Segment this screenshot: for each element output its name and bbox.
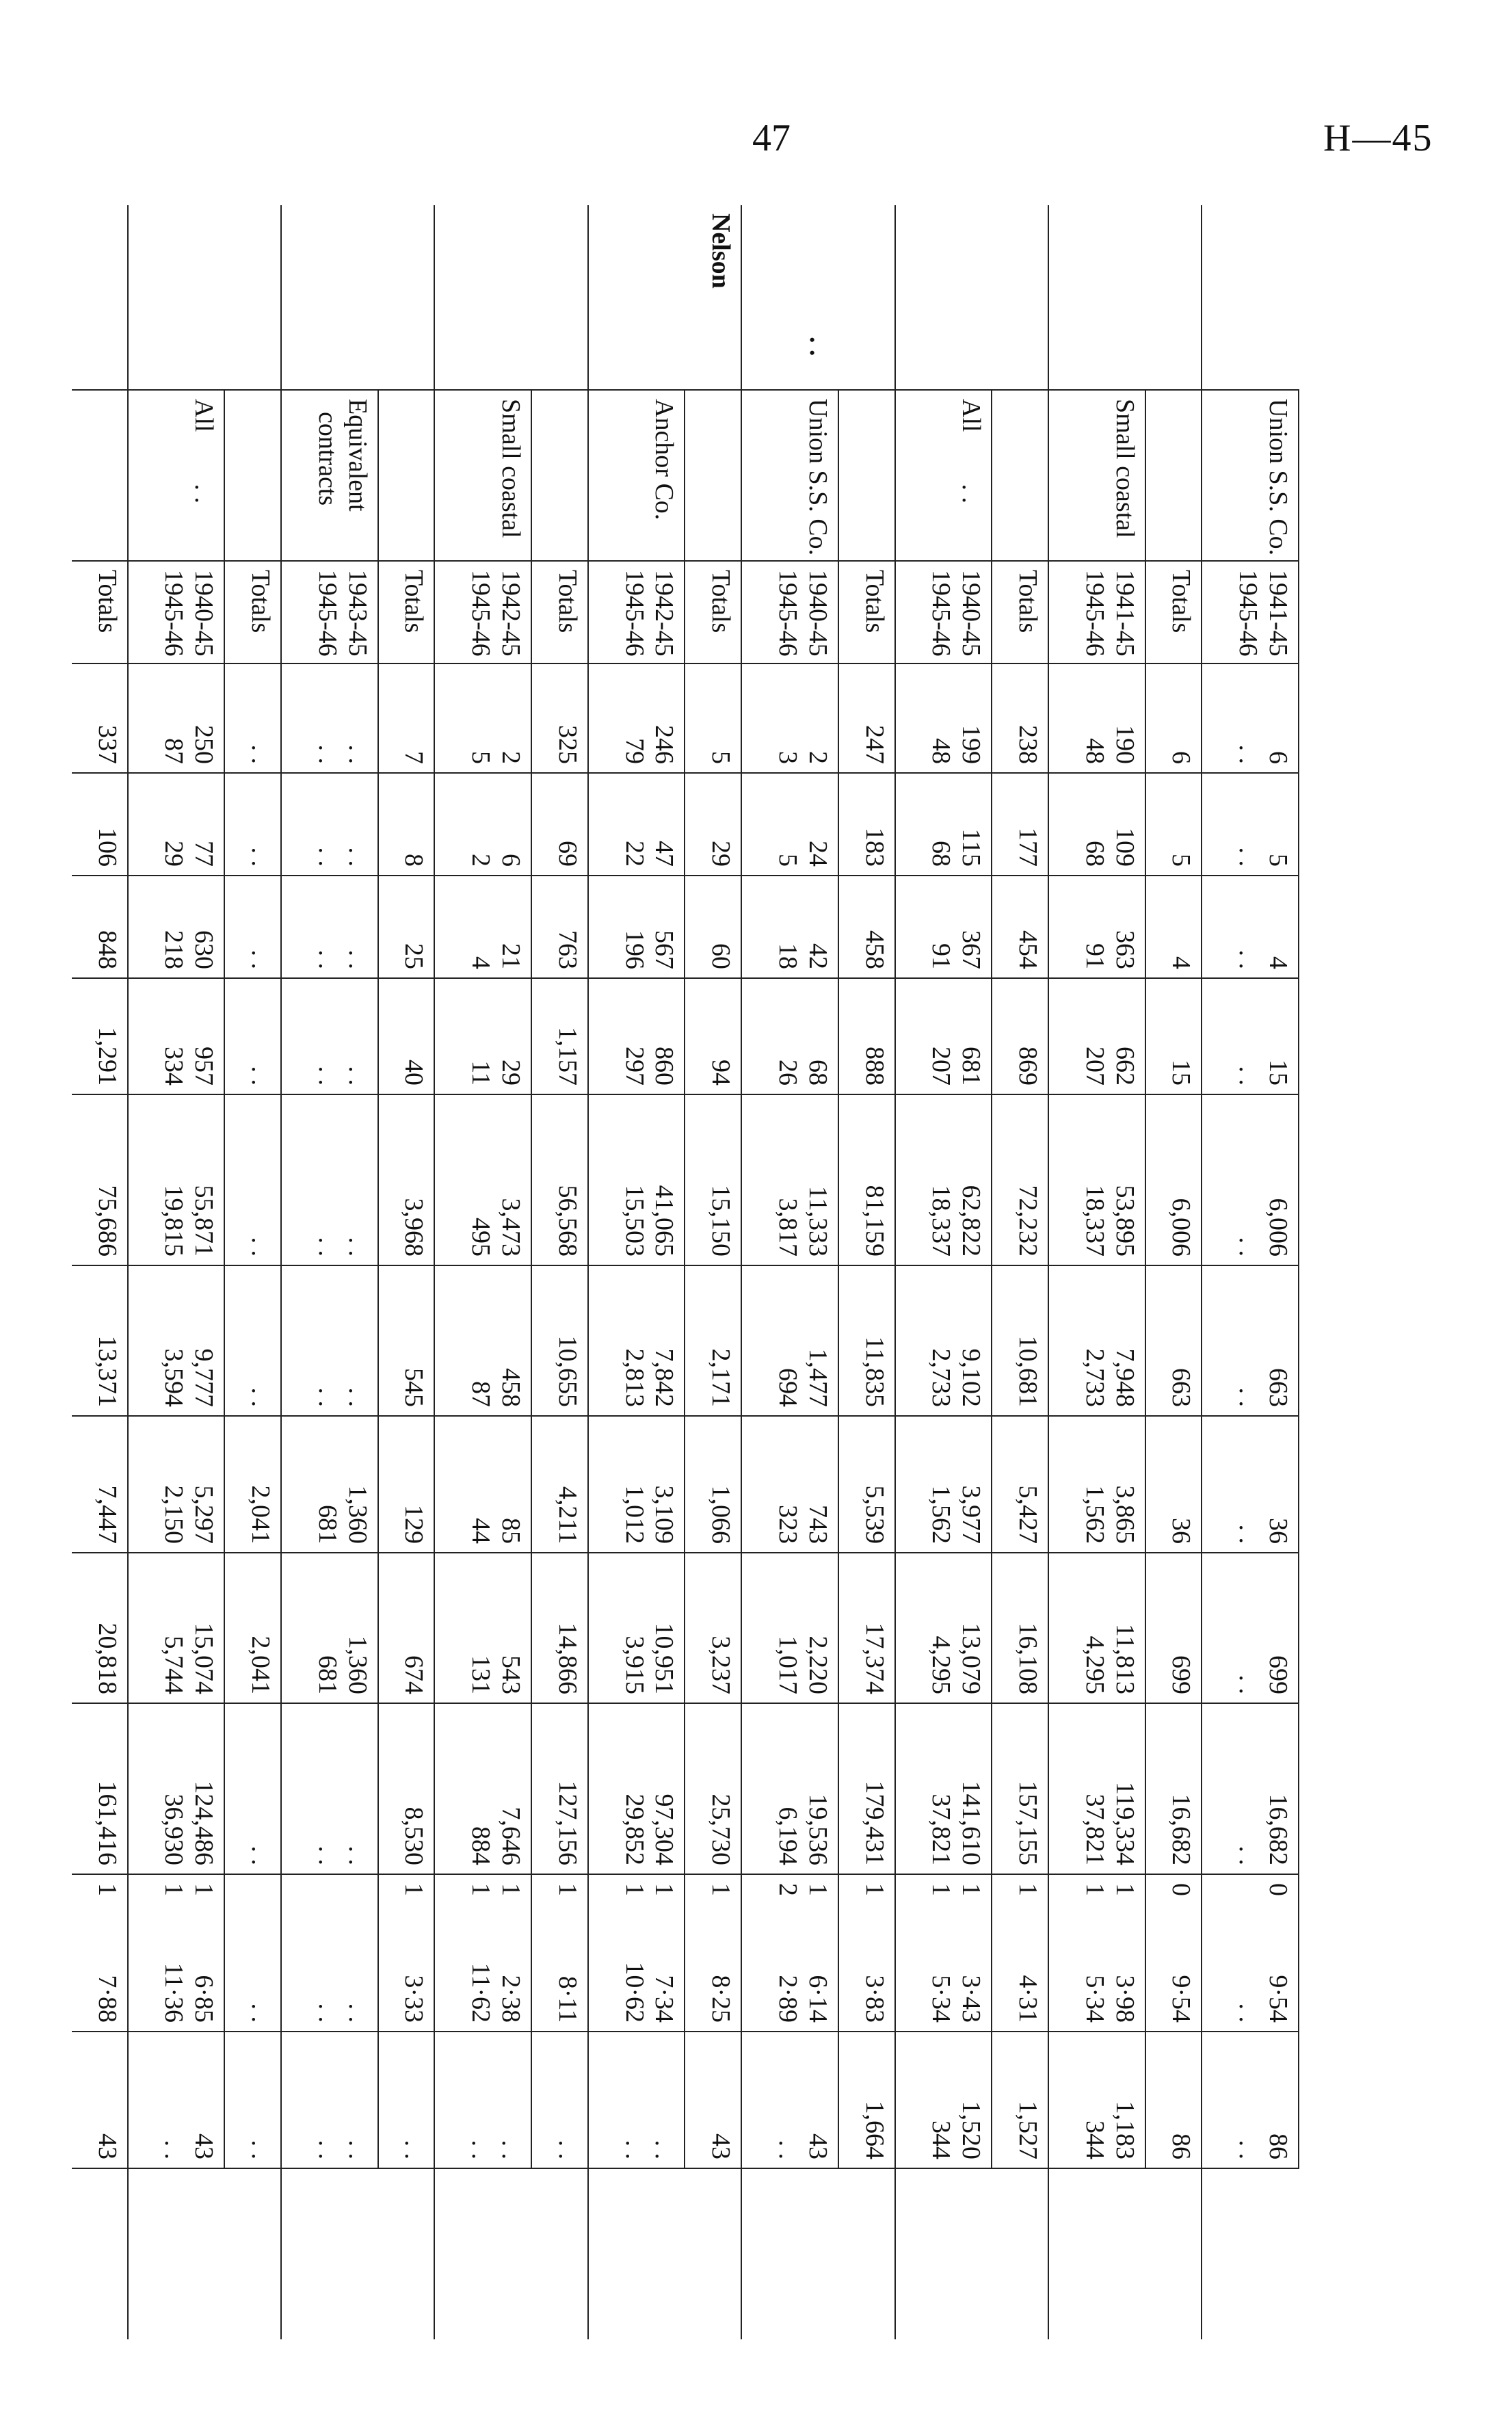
value-cell: . . . .	[281, 663, 378, 773]
table-row	[1145, 205, 1202, 2339]
value-cell: 7	[378, 663, 435, 773]
value-cell: 1,360 681	[281, 1553, 378, 1703]
value-cell: 6·85 11·36	[128, 1915, 225, 2032]
value-cell: 4,211	[531, 1416, 588, 1553]
value-cell: 13,079 4,295	[895, 1553, 992, 1703]
value-cell: 743 323	[741, 1416, 838, 1553]
company-cell	[992, 390, 1048, 561]
table-row	[281, 205, 378, 2339]
value-cell: . .	[224, 1915, 281, 2032]
page-code: H—45	[1323, 117, 1433, 159]
value-cell: 47 22	[588, 773, 685, 876]
value-cell: 16,108	[992, 1553, 1048, 1703]
value-cell: . .	[224, 876, 281, 978]
year-cell: Totals	[224, 561, 281, 663]
value-cell: . . . .	[281, 773, 378, 876]
value-cell: 43	[72, 2032, 128, 2168]
value-cell: 957 334	[128, 978, 225, 1094]
value-cell: 109 68	[1048, 773, 1145, 876]
company-cell	[531, 390, 588, 561]
value-cell: 1,157	[531, 978, 588, 1094]
port-cell	[531, 205, 588, 390]
value-cell: 6	[1145, 663, 1202, 773]
value-cell: 247	[838, 663, 895, 773]
blank-cell	[531, 2168, 588, 2339]
value-cell: 42 18	[741, 876, 838, 978]
year-cell: Totals	[992, 561, 1048, 663]
port-cell	[992, 205, 1048, 390]
value-cell: 325	[531, 663, 588, 773]
value-cell: 16,682 . .	[1202, 1703, 1299, 1874]
value-cell: . . . .	[281, 978, 378, 1094]
year-cell: 1941-45 1945-46	[1202, 561, 1299, 663]
value-cell: 3,968	[378, 1094, 435, 1265]
port-name: Nelson	[706, 213, 736, 289]
table-row	[1202, 205, 1299, 2339]
value-cell: . . . .	[281, 1703, 378, 1874]
value-cell: 11,835	[838, 1265, 895, 1416]
value-cell: 543 131	[434, 1553, 531, 1703]
value-cell: 6,006 . .	[1202, 1094, 1299, 1265]
value-cell: 15,150	[685, 1094, 741, 1265]
value-cell: . .	[224, 2032, 281, 2168]
value-cell: 29	[685, 773, 741, 876]
company-cell: Small coastal	[434, 390, 531, 561]
value-cell: 25,730	[685, 1703, 741, 1874]
value-cell: 3·33	[378, 1915, 435, 2032]
value-cell: 2 5	[434, 663, 531, 773]
value-cell: 869	[992, 978, 1048, 1094]
value-cell: 10,681	[992, 1265, 1048, 1416]
value-cell: 5,297 2,150	[128, 1416, 225, 1553]
value-cell: 663	[1145, 1265, 1202, 1416]
table-row	[434, 205, 531, 2339]
value-cell: 86 . .	[1202, 2032, 1299, 2168]
value-cell: 6 2	[434, 773, 531, 876]
value-cell: 94	[685, 978, 741, 1094]
company-cell	[224, 390, 281, 561]
value-cell: 1,183 344	[1048, 2032, 1145, 2168]
year-cell: 1940-45 1945-46	[128, 561, 225, 663]
table-row	[378, 205, 435, 2339]
value-cell: 55,871 19,815	[128, 1094, 225, 1265]
value-cell: . .	[224, 1703, 281, 1874]
value-cell: 161,416	[72, 1703, 128, 1874]
port-cell	[741, 205, 838, 390]
value-cell: 4·31	[992, 1915, 1048, 2032]
value-cell: 62,822 18,337	[895, 1094, 992, 1265]
value-cell: . . . .	[281, 1094, 378, 1265]
company-cell: Anchor Co.	[588, 390, 685, 561]
blank-cell	[378, 2168, 435, 2339]
value-cell: 1,066	[685, 1416, 741, 1553]
value-cell: 3·83	[838, 1915, 895, 2032]
value-cell: 25	[378, 876, 435, 978]
year-cell: Totals	[531, 561, 588, 663]
port-cell	[128, 205, 225, 390]
value-cell: . .	[224, 1094, 281, 1265]
table-row	[588, 205, 685, 2339]
blank-cell	[1145, 2168, 1202, 2339]
value-cell: 4	[1145, 876, 1202, 978]
blank-cell	[1202, 2168, 1299, 2339]
value-cell: . .	[224, 773, 281, 876]
value-cell: 1,664	[838, 2032, 895, 2168]
year-cell: 1942-45 1945-46	[588, 561, 685, 663]
year-cell: Totals	[72, 561, 128, 663]
value-cell: 1	[685, 1874, 741, 1915]
value-cell: 567 196	[588, 876, 685, 978]
value-cell: 7·88	[72, 1915, 128, 2032]
value-cell: 11,333 3,817	[741, 1094, 838, 1265]
value-cell: 0	[1145, 1874, 1202, 1915]
year-cell: 1942-45 1945-46	[434, 561, 531, 663]
value-cell: 20,818	[72, 1553, 128, 1703]
blank-cell	[992, 2168, 1048, 2339]
value-cell: 458	[838, 876, 895, 978]
company-cell: Union S.S. Co.	[1202, 390, 1299, 561]
table-row	[531, 205, 588, 2339]
value-cell: 3,977 1,562	[895, 1416, 992, 1553]
value-cell: 199 48	[895, 663, 992, 773]
value-cell: . .	[378, 2032, 435, 2168]
table-row	[72, 205, 128, 2339]
year-cell: 1940-45 1945-46	[895, 561, 992, 663]
port-cell	[1048, 205, 1145, 390]
value-cell: 36	[1145, 1416, 1202, 1553]
value-cell: 1 2	[741, 1874, 838, 1915]
value-cell: 16,682	[1145, 1703, 1202, 1874]
port-cell	[378, 205, 435, 390]
value-cell: 17,374	[838, 1553, 895, 1703]
blank-cell	[128, 2168, 225, 2339]
value-cell: 9,777 3,594	[128, 1265, 225, 1416]
value-cell: 3·43 5·34	[895, 1915, 992, 2032]
value-cell: 72,232	[992, 1094, 1048, 1265]
rotated-table-container	[72, 205, 1299, 2339]
value-cell: 238	[992, 663, 1048, 773]
value-cell: 545	[378, 1265, 435, 1416]
value-cell: 1 1	[588, 1874, 685, 1915]
value-cell: 11,813 4,295	[1048, 1553, 1145, 1703]
value-cell: 157,155	[992, 1703, 1048, 1874]
value-cell: 68 26	[741, 978, 838, 1094]
value-cell: 183	[838, 773, 895, 876]
value-cell: 8	[378, 773, 435, 876]
value-cell: 367 91	[895, 876, 992, 978]
company-cell	[378, 390, 435, 561]
company-cell	[1145, 390, 1202, 561]
value-cell: 77 29	[128, 773, 225, 876]
blank-cell	[588, 2168, 685, 2339]
value-cell: 2,041	[224, 1416, 281, 1553]
blank-cell	[281, 2168, 378, 2339]
value-cell: 6·14 2·89	[741, 1915, 838, 2032]
value-cell: 10,655	[531, 1265, 588, 1416]
value-cell: 129	[378, 1416, 435, 1553]
value-cell: 190 48	[1048, 663, 1145, 773]
table-row	[838, 205, 895, 2339]
company-cell: All . .	[128, 390, 225, 561]
port-leader-dots: . .	[804, 337, 833, 356]
value-cell: 2·38 11·62	[434, 1915, 531, 2032]
value-cell: 2,041	[224, 1553, 281, 1703]
value-cell: 85 44	[434, 1416, 531, 1553]
year-cell: Totals	[1145, 561, 1202, 663]
port-cell	[224, 205, 281, 390]
value-cell: 29 11	[434, 978, 531, 1094]
value-cell: 7,646 884	[434, 1703, 531, 1874]
value-cell: 21 4	[434, 876, 531, 978]
blank-cell	[224, 2168, 281, 2339]
blank-cell	[741, 2168, 838, 2339]
value-cell: 1	[72, 1874, 128, 1915]
year-cell: Totals	[838, 561, 895, 663]
value-cell: 246 79	[588, 663, 685, 773]
value-cell: . . . .	[281, 1915, 378, 2032]
value-cell: 9,102 2,733	[895, 1265, 992, 1416]
value-cell: 674	[378, 1553, 435, 1703]
value-cell: 2 3	[741, 663, 838, 773]
value-cell: 848	[72, 876, 128, 978]
value-cell: 141,610 37,821	[895, 1703, 992, 1874]
statistics-table	[72, 205, 1299, 2339]
value-cell: 250 87	[128, 663, 225, 773]
value-cell: 1,291	[72, 978, 128, 1094]
port-cell	[588, 205, 685, 390]
value-cell: 4 . .	[1202, 876, 1299, 978]
company-cell: Small coastal	[1048, 390, 1145, 561]
blank-cell	[434, 2168, 531, 2339]
value-cell: 5,539	[838, 1416, 895, 1553]
value-cell: 3,109 1,012	[588, 1416, 685, 1553]
value-cell: 15	[1145, 978, 1202, 1094]
value-cell: 53,895 18,337	[1048, 1094, 1145, 1265]
value-cell: 36 . .	[1202, 1416, 1299, 1553]
value-cell: 8,530	[378, 1703, 435, 1874]
value-cell: 5 . .	[1202, 773, 1299, 876]
value-cell: 458 87	[434, 1265, 531, 1416]
value-cell: 115 68	[895, 773, 992, 876]
value-cell: . .	[224, 1265, 281, 1416]
value-cell: 56,568	[531, 1094, 588, 1265]
value-cell: 127,156	[531, 1703, 588, 1874]
company-cell: Union S.S. Co.	[741, 390, 838, 561]
value-cell	[224, 1874, 281, 1915]
value-cell: 6 . .	[1202, 663, 1299, 773]
value-cell: 1,527	[992, 2032, 1048, 2168]
value-cell: 8·25	[685, 1915, 741, 2032]
table-row	[992, 205, 1048, 2339]
value-cell: 15 . .	[1202, 978, 1299, 1094]
value-cell: 8·11	[531, 1915, 588, 2032]
blank-cell	[838, 2168, 895, 2339]
value-cell: 3,865 1,562	[1048, 1416, 1145, 1553]
value-cell: 888	[838, 978, 895, 1094]
value-cell: 106	[72, 773, 128, 876]
company-cell: All . .	[895, 390, 992, 561]
blank-cell	[1048, 2168, 1145, 2339]
company-cell	[72, 390, 128, 561]
year-cell: Totals	[378, 561, 435, 663]
year-cell: 1943-45 1945-46	[281, 561, 378, 663]
port-cell	[685, 205, 741, 390]
value-cell: 177	[992, 773, 1048, 876]
value-cell: 3,237	[685, 1553, 741, 1703]
value-cell: 1 1	[128, 1874, 225, 1915]
value-cell: . .	[224, 663, 281, 773]
value-cell: 10,951 3,915	[588, 1553, 685, 1703]
table-row	[224, 205, 281, 2339]
value-cell: 5	[685, 663, 741, 773]
value-cell: 7,948 2,733	[1048, 1265, 1145, 1416]
value-cell: 69	[531, 773, 588, 876]
value-cell: 5	[1145, 773, 1202, 876]
value-cell: 9·54	[1145, 1915, 1202, 2032]
table-row	[895, 205, 992, 2339]
value-cell: 24 5	[741, 773, 838, 876]
blank-cell	[72, 2168, 128, 2339]
value-cell: 1 1	[895, 1874, 992, 1915]
value-cell: 699 . .	[1202, 1553, 1299, 1703]
value-cell: 1	[378, 1874, 435, 1915]
year-cell: Totals	[685, 561, 741, 663]
port-cell	[838, 205, 895, 390]
value-cell: . . . .	[588, 2032, 685, 2168]
value-cell: 0	[1202, 1874, 1299, 1915]
value-cell: 1,520 344	[895, 2032, 992, 2168]
value-cell: 19,536 6,194	[741, 1703, 838, 1874]
table-row	[685, 205, 741, 2339]
value-cell: 663 . .	[1202, 1265, 1299, 1416]
port-cell	[1202, 205, 1299, 390]
blank-cell	[895, 2168, 992, 2339]
value-cell: . . . .	[281, 876, 378, 978]
value-cell: 43	[685, 2032, 741, 2168]
value-cell: 41,065 15,503	[588, 1094, 685, 1265]
value-cell: 119,334 37,821	[1048, 1703, 1145, 1874]
value-cell: 1,477 694	[741, 1265, 838, 1416]
value-cell: 1	[838, 1874, 895, 1915]
value-cell: . . . .	[434, 2032, 531, 2168]
value-cell: 43 . .	[128, 2032, 225, 2168]
port-cell	[895, 205, 992, 390]
page-number: 47	[752, 117, 791, 159]
value-cell: 15,074 5,744	[128, 1553, 225, 1703]
value-cell: 7,447	[72, 1416, 128, 1553]
value-cell: 40	[378, 978, 435, 1094]
value-cell: 2,171	[685, 1265, 741, 1416]
value-cell: 1,360 681	[281, 1416, 378, 1553]
year-cell: 1940-45 1945-46	[741, 561, 838, 663]
value-cell: 763	[531, 876, 588, 978]
port-cell	[281, 205, 378, 390]
value-cell: 97,304 29,852	[588, 1703, 685, 1874]
value-cell: 1 1	[1048, 1874, 1145, 1915]
value-cell: 86	[1145, 2032, 1202, 2168]
table-row	[1048, 205, 1145, 2339]
value-cell: 363 91	[1048, 876, 1145, 978]
company-cell	[685, 390, 741, 561]
port-cell	[434, 205, 531, 390]
value-cell: 860 297	[588, 978, 685, 1094]
value-cell: 7,842 2,813	[588, 1265, 685, 1416]
value-cell: . .	[531, 2032, 588, 2168]
year-cell: 1941-45 1945-46	[1048, 561, 1145, 663]
value-cell: 81,159	[838, 1094, 895, 1265]
value-cell: 5,427	[992, 1416, 1048, 1553]
value-cell: 14,866	[531, 1553, 588, 1703]
value-cell: 630 218	[128, 876, 225, 978]
value-cell: . . . .	[281, 1265, 378, 1416]
value-cell: 6,006	[1145, 1094, 1202, 1265]
value-cell: 1 1	[434, 1874, 531, 1915]
value-cell: 662 207	[1048, 978, 1145, 1094]
value-cell: 13,371	[72, 1265, 128, 1416]
table-row	[128, 205, 225, 2339]
value-cell: . . . .	[281, 2032, 378, 2168]
value-cell: 3,473 495	[434, 1094, 531, 1265]
value-cell: 7·34 10·62	[588, 1915, 685, 2032]
company-cell: Equivalent contracts	[281, 390, 378, 561]
value-cell: 9·54 . .	[1202, 1915, 1299, 2032]
company-cell	[838, 390, 895, 561]
value-cell: 681 207	[895, 978, 992, 1094]
value-cell: 3·98 5·34	[1048, 1915, 1145, 2032]
value-cell: 337	[72, 663, 128, 773]
value-cell: . .	[224, 978, 281, 1094]
value-cell: 1	[992, 1874, 1048, 1915]
value-cell: 699	[1145, 1553, 1202, 1703]
value-cell: 43 . .	[741, 2032, 838, 2168]
port-cell	[72, 205, 128, 390]
value-cell: 179,431	[838, 1703, 895, 1874]
value-cell	[281, 1874, 378, 1915]
blank-cell	[685, 2168, 741, 2339]
value-cell: 60	[685, 876, 741, 978]
value-cell: 454	[992, 876, 1048, 978]
table-row	[741, 205, 838, 2339]
port-cell	[1145, 205, 1202, 390]
value-cell: 1	[531, 1874, 588, 1915]
value-cell: 2,220 1,017	[741, 1553, 838, 1703]
value-cell: 124,486 36,930	[128, 1703, 225, 1874]
value-cell: 75,686	[72, 1094, 128, 1265]
